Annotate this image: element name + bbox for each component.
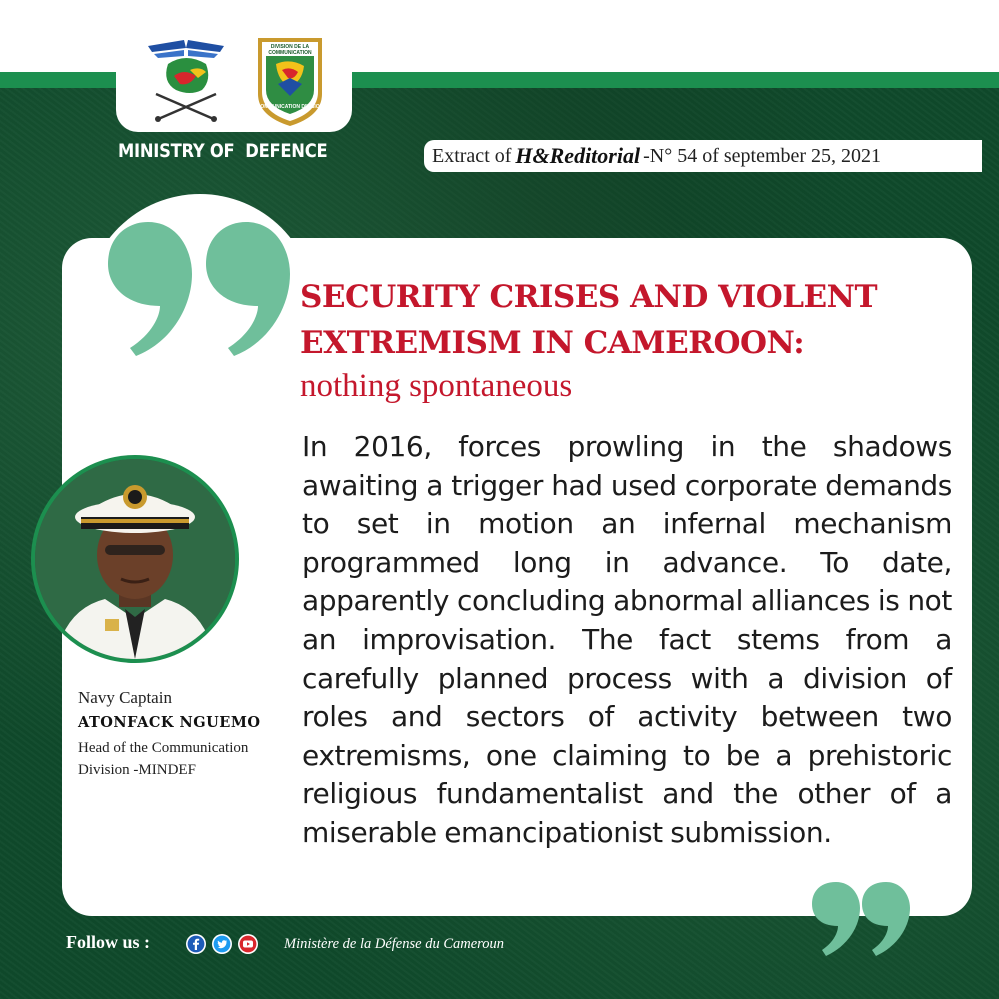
ministry-name: MINISTRY OF DEFENCE <box>118 140 328 162</box>
badge-top-text: DIVISION DE LA COMMUNICATION <box>268 44 312 56</box>
officer-portrait-illustration <box>35 459 235 659</box>
ministry-emblem <box>146 34 226 124</box>
twitter-icon[interactable] <box>212 934 232 954</box>
editorial-brand: H&Reditorial <box>515 143 641 168</box>
author-role-line-2: Division -MINDEF <box>78 762 196 778</box>
extract-banner <box>424 140 982 172</box>
extract-issue: -N° 54 of september 25, 2021 <box>643 144 882 167</box>
author-rank: Navy Captain <box>78 688 172 707</box>
facebook-icon[interactable] <box>186 934 206 954</box>
extract-prefix: Extract of <box>432 144 512 167</box>
author-portrait <box>35 459 235 659</box>
author-role-line-1: Head of the Communication <box>78 740 249 756</box>
article-subtitle: nothing spontaneous <box>300 368 573 404</box>
communication-division-badge <box>254 34 326 128</box>
author-name: ATONFACK NGUEMO <box>78 714 261 731</box>
follow-us-label: Follow us : <box>66 932 151 952</box>
close-quote-icon <box>808 880 912 960</box>
article-body: In 2016, forces prowling in the shadows awaiting a trigger had used corporate demands to set in motion an infernal mechanism programmed long in advance. To date, apparently concluding abnormal alliances is not an improvisation. The fact stems from a carefully planned process with a division of roles and sectors of activity between two extremisms, one claiming to be a prehistoric religious fundamentalist and the other of a miserable emancipationist submission. <box>302 430 952 849</box>
badge-bottom-text: COMMUNICATION DIVISION <box>256 104 324 110</box>
open-quote-icon <box>96 170 296 370</box>
youtube-icon[interactable] <box>238 934 258 954</box>
social-handle: Ministère de la Défense du Cameroun <box>284 936 505 952</box>
article-title: SECURITY CRISES AND VIOLENT EXTREMISM IN CAMEROON: <box>300 279 878 361</box>
